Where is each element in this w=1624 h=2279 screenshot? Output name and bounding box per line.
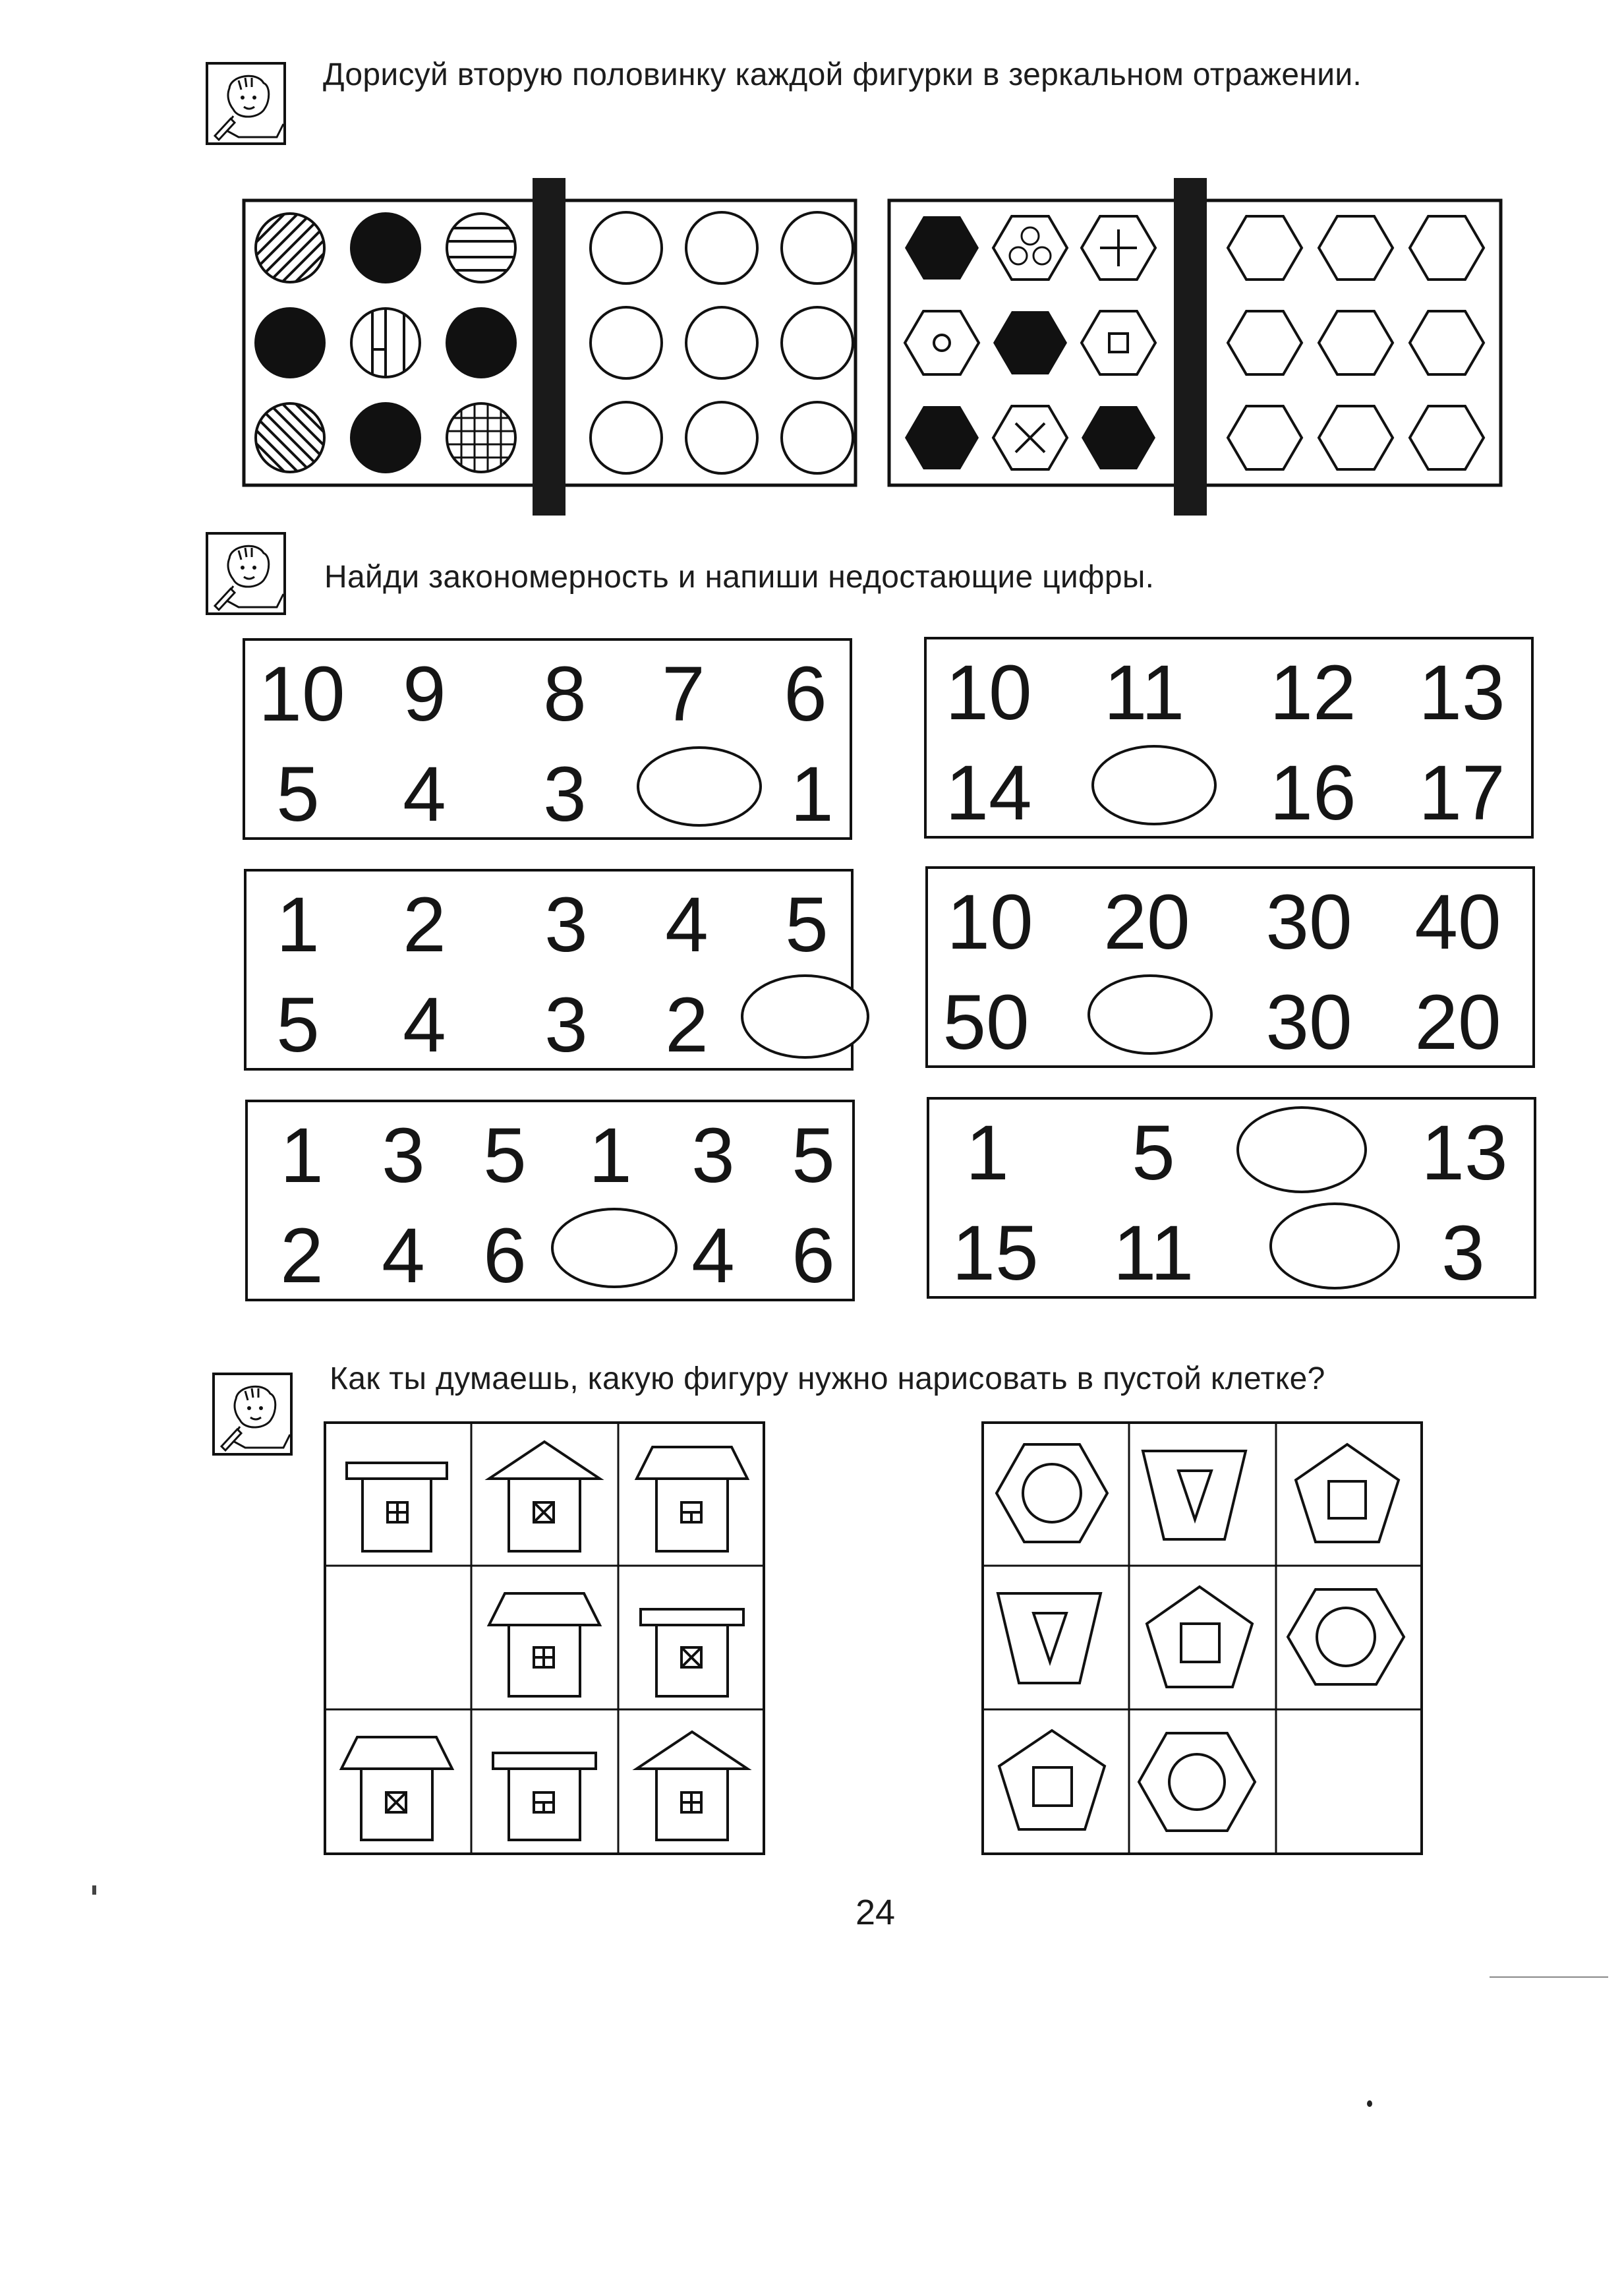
sequence-number: 1 <box>790 751 834 838</box>
number-box <box>243 638 852 840</box>
number-box <box>924 637 1534 839</box>
answer-oval[interactable] <box>551 1208 678 1288</box>
sequence-number: 6 <box>792 1212 835 1299</box>
sequence-number: 10 <box>258 651 345 738</box>
sequence-number: 10 <box>945 649 1032 736</box>
sequence-number: 3 <box>543 751 587 838</box>
sequence-number: 2 <box>403 881 446 968</box>
sequence-number: 20 <box>1103 879 1190 966</box>
sequence-number: 4 <box>403 982 446 1069</box>
mirror-hexagons-box <box>880 178 1506 521</box>
sequence-number: 5 <box>1132 1110 1175 1197</box>
number-box <box>925 866 1535 1068</box>
empty-circle <box>686 307 757 378</box>
sequence-number: 4 <box>691 1212 735 1299</box>
pencil-child-icon <box>211 1371 294 1457</box>
task-1-instruction: Дорисуй вторую половинку каждой фигурки в зеркальном отражении. <box>323 57 1362 92</box>
empty-circle <box>591 307 662 378</box>
sequence-number: 5 <box>276 982 320 1069</box>
sequence-number: 3 <box>544 982 588 1069</box>
sequence-number: 9 <box>403 651 446 738</box>
sequence-number: 1 <box>280 1112 324 1199</box>
scan-speck <box>1367 2100 1372 2107</box>
sequence-number: 5 <box>276 751 320 838</box>
empty-circle <box>591 402 662 473</box>
sequence-number: 1 <box>966 1110 1009 1197</box>
sequence-number: 1 <box>589 1112 632 1199</box>
sequence-number: 20 <box>1414 979 1501 1066</box>
sequence-number: 50 <box>942 979 1030 1066</box>
answer-oval[interactable] <box>1091 745 1217 825</box>
sequence-number: 30 <box>1265 879 1352 966</box>
sequence-number: 5 <box>792 1112 835 1199</box>
pencil-child-icon <box>204 61 287 146</box>
sequence-number: 3 <box>544 881 588 968</box>
house-grid <box>323 1421 766 1856</box>
page-number: 24 <box>855 1893 896 1932</box>
pencil-child-icon <box>204 531 287 616</box>
empty-circle <box>782 402 853 473</box>
sequence-number: 30 <box>1265 979 1352 1066</box>
empty-circle <box>782 307 853 378</box>
empty-circle <box>591 212 662 283</box>
sequence-number: 4 <box>403 751 446 838</box>
filled-circle <box>254 307 326 378</box>
sequence-number: 6 <box>483 1212 527 1299</box>
number-box <box>244 869 854 1071</box>
scan-dash <box>1490 1976 1608 1978</box>
sequence-number: 7 <box>662 651 705 738</box>
empty-circle <box>782 212 853 283</box>
sequence-number: 2 <box>665 982 709 1069</box>
empty-circle <box>686 402 757 473</box>
answer-oval[interactable] <box>1088 974 1213 1055</box>
task-3-instruction: Как ты думаешь, какую фигуру нужно нарисовать в пустой клетке? <box>330 1361 1325 1396</box>
sequence-number: 13 <box>1421 1110 1508 1197</box>
answer-oval[interactable] <box>637 746 762 827</box>
sequence-number: 3 <box>382 1112 425 1199</box>
task-2-instruction: Найди закономерность и напиши недостающие цифры. <box>324 560 1155 595</box>
answer-oval[interactable] <box>741 974 869 1059</box>
number-box <box>245 1100 855 1301</box>
filled-circle <box>350 402 421 473</box>
sequence-number: 5 <box>483 1112 527 1199</box>
sequence-number: 14 <box>945 750 1032 837</box>
sequence-number: 11 <box>1103 649 1185 736</box>
sequence-number: 11 <box>1113 1210 1194 1297</box>
sequence-number: 40 <box>1414 879 1501 966</box>
answer-oval[interactable] <box>1236 1106 1367 1193</box>
sequence-number: 3 <box>691 1112 735 1199</box>
number-box <box>927 1097 1536 1299</box>
sequence-number: 15 <box>952 1210 1039 1297</box>
mirror-circles-box <box>237 178 863 521</box>
sequence-number: 6 <box>784 651 827 738</box>
sequence-number: 1 <box>276 881 320 968</box>
sequence-number: 10 <box>946 879 1033 966</box>
sequence-number: 17 <box>1418 750 1505 837</box>
answer-oval[interactable] <box>1269 1202 1400 1289</box>
empty-circle <box>686 212 757 283</box>
sequence-number: 16 <box>1269 750 1356 837</box>
scan-speck <box>92 1885 96 1895</box>
sequence-number: 5 <box>785 881 828 968</box>
sequence-number: 8 <box>543 651 587 738</box>
filled-circle <box>446 307 517 378</box>
sequence-number: 13 <box>1418 649 1505 736</box>
sequence-number: 2 <box>280 1212 324 1299</box>
sequence-number: 12 <box>1269 649 1356 736</box>
sequence-number: 4 <box>665 881 709 968</box>
sequence-number: 4 <box>382 1212 425 1299</box>
shape-grid <box>981 1421 1424 1856</box>
filled-circle <box>350 212 421 283</box>
sequence-number: 3 <box>1441 1210 1485 1297</box>
